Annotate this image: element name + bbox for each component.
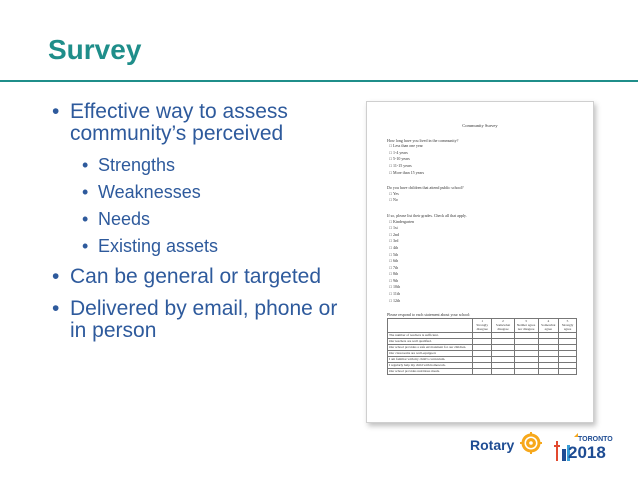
statement-cell: I am familiar with my child’s curriculum. — [388, 356, 473, 362]
scale-header: 3 Neither agree nor disagree — [514, 318, 538, 332]
scale-header: 1 Strongly disagree — [473, 318, 492, 332]
sub-bullet-existing-assets: • Existing assets — [52, 236, 352, 256]
statement-header — [388, 318, 473, 332]
question-children — [387, 185, 593, 204]
slide-title: Survey — [48, 34, 142, 65]
rating-instruction: Please respond to each statement about your school: — [387, 312, 471, 318]
scale-header: 2 Somewhat disagree — [492, 318, 514, 332]
sub-bullet-strengths: • Strengths — [52, 155, 352, 175]
toronto-label: TORONTO — [578, 436, 613, 443]
rating-cell — [514, 368, 538, 374]
scale-header: 4 Somewhat agree — [538, 318, 559, 332]
rating-body — [388, 332, 577, 374]
checkbox-option: ☐ 11-15 years — [387, 163, 593, 170]
question-text: Do you have children that attend public school? — [387, 185, 464, 191]
survey-document-image — [366, 101, 594, 423]
checkbox-option: ☐ 3rd — [387, 238, 593, 245]
rating-cell — [559, 368, 577, 374]
table-row — [388, 368, 577, 374]
checkbox-option: ☐ Less than one year — [387, 143, 593, 150]
question-text: If so, please list their grades. Check all that apply. — [387, 212, 467, 218]
checkbox-option: ☐ 7th — [387, 265, 593, 272]
sub-bullet-list — [52, 155, 352, 256]
statement-cell: Our teachers are well qualified. — [388, 338, 473, 344]
statement-cell: I regularly help my child with homework. — [388, 362, 473, 368]
options-grades — [387, 219, 593, 305]
statement-cell: The number of teachers is sufficient. — [388, 332, 473, 338]
question-text: How long have you lived in the community? — [387, 137, 459, 143]
sub-bullet-needs: • Needs — [52, 209, 352, 229]
options-residence — [387, 143, 593, 176]
rating-cell — [492, 368, 514, 374]
checkbox-option: ☐ 5-10 years — [387, 156, 593, 163]
statement-cell: Our school provides a safe environment for our children. — [388, 344, 473, 350]
checkbox-option: ☐ 1st — [387, 225, 593, 232]
checkbox-option: ☐ 6th — [387, 258, 593, 265]
checkbox-option: ☐ 4th — [387, 245, 593, 252]
checkbox-option: ☐ 10th — [387, 284, 593, 291]
bullet-general-targeted: • Can be general or targeted — [52, 266, 352, 288]
statement-cell: Our school provides nutritious meals. — [388, 368, 473, 374]
bullet-assess: • Effective way to assess community’s perceived — [52, 101, 352, 145]
checkbox-option: ☐ 5th — [387, 252, 593, 259]
rating-cell — [473, 368, 492, 374]
bullet-list — [52, 101, 352, 352]
question-grades — [387, 213, 593, 304]
checkbox-option: ☐ 12th — [387, 298, 593, 305]
survey-title: Community Survey — [462, 123, 498, 128]
bullet-delivery: • Delivered by email, phone or in person — [52, 298, 352, 342]
statement-cell: Our classrooms are well-equipped. — [388, 350, 473, 356]
title-divider — [0, 80, 638, 82]
checkbox-option: ☐ No — [387, 197, 593, 204]
scale-header: 5 Strongly agree — [559, 318, 577, 332]
sub-bullet-weaknesses: • Weaknesses — [52, 182, 352, 202]
checkbox-option: ☐ Kindergarten — [387, 219, 593, 226]
checkbox-option: ☐ 9th — [387, 278, 593, 285]
checkbox-option: ☐ 1-4 years — [387, 150, 593, 157]
checkbox-option: ☐ More than 15 years — [387, 170, 593, 177]
rotary-wheel-icon — [520, 432, 542, 454]
rating-header-row — [388, 318, 577, 332]
options-children — [387, 191, 593, 204]
rating-cell — [538, 368, 559, 374]
question-residence — [387, 138, 593, 177]
year-label: 2018 — [568, 443, 606, 462]
rating-table — [387, 318, 577, 375]
rotary-logo-text: Rotary — [470, 437, 515, 453]
checkbox-option: ☐ 2nd — [387, 232, 593, 239]
checkbox-option: ☐ Yes — [387, 191, 593, 198]
checkbox-option: ☐ 8th — [387, 271, 593, 278]
checkbox-option: ☐ 11th — [387, 291, 593, 298]
